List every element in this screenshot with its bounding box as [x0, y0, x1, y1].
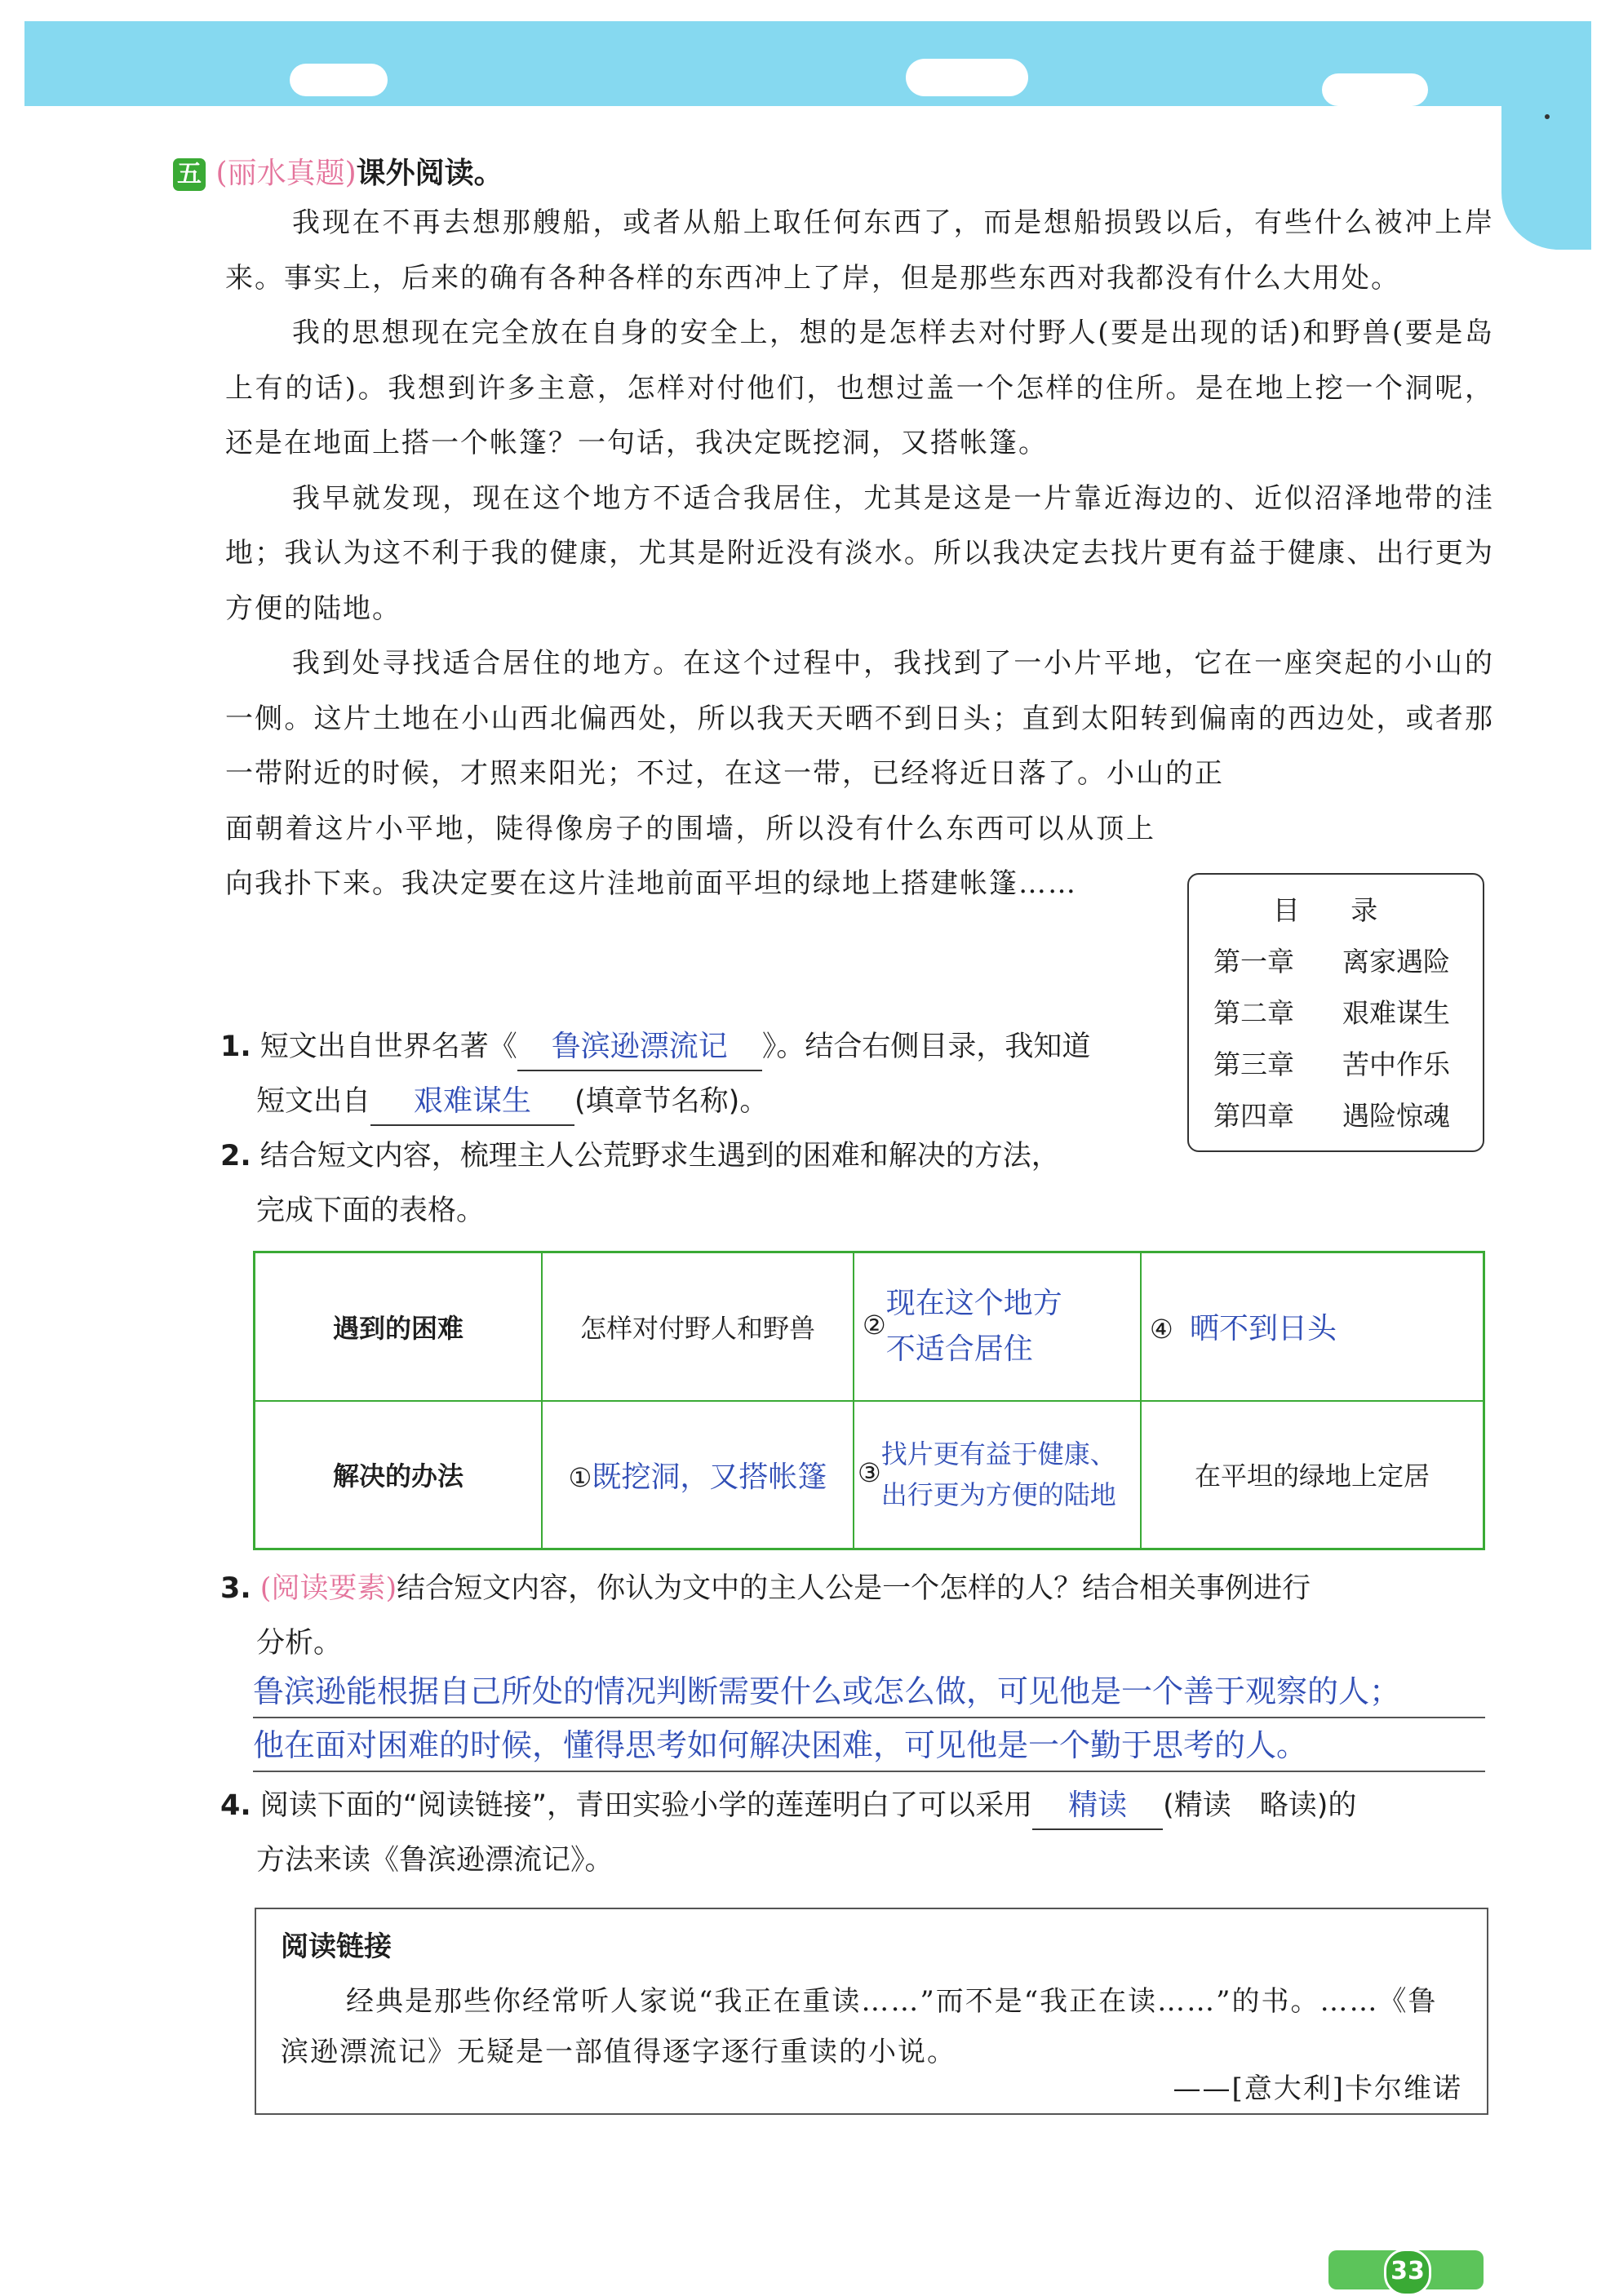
cloud-decoration: [290, 64, 388, 96]
table-row: [255, 1252, 1484, 1401]
table-of-contents: [1187, 873, 1484, 1152]
table-cell-answer[interactable]: [854, 1252, 1141, 1401]
table-cell: 怎样对付野人和野兽: [542, 1252, 854, 1401]
toc-chapter-name: 艰难谋生: [1342, 997, 1450, 1029]
question-1-number: 1.: [220, 1031, 251, 1063]
cell-marker: ③: [858, 1457, 881, 1489]
cell-answer-text: [881, 1434, 1116, 1515]
toc-chapter-name: 苦中作乐: [1342, 1048, 1450, 1080]
answer-line[interactable]: 他在面对困难的时候，懂得思考如何解决困难，可见他是一个勤于思考的人。: [253, 1720, 1485, 1772]
cloud-decoration: [1322, 73, 1428, 106]
question-3-number: 3.: [220, 1572, 251, 1605]
question-4-line: [220, 1779, 1356, 1833]
cell-answer-line: 不适合居住: [885, 1332, 1033, 1366]
question-1-line: [220, 1020, 1090, 1075]
question-4-text: 阅读下面的“阅读链接”，青田实验小学的莲莲明白了可以采用: [259, 1789, 1033, 1822]
toc-row: [1213, 1044, 1483, 1082]
cloud-decoration: [906, 59, 1028, 96]
toc-chapter-number: 第四章: [1213, 1100, 1294, 1132]
question-1-text: 短文出自: [256, 1085, 371, 1118]
table-row-header: 遇到的困难: [255, 1252, 543, 1401]
table-cell-answer[interactable]: [542, 1401, 854, 1549]
question-1-text: (填章节名称)。: [574, 1085, 769, 1118]
question-1-text: 短文出自世界名著《: [259, 1031, 517, 1063]
cell-marker: ②: [863, 1309, 886, 1341]
question-3-line: [220, 1562, 1311, 1616]
cell-answer-text: 既挖洞，又搭帐篷: [592, 1460, 827, 1494]
toc-chapter-number: 第二章: [1213, 997, 1294, 1029]
passage-paragraph: 我现在不再去想那艘船，或者从船上取任何东西了，而是想船损毁以后，有些什么被冲上岸来。事实上，后来的确有各种各样的东西冲上了岸，但是那些东西对我都没有什么大用处。: [225, 206, 1494, 295]
question-3: [220, 1562, 1311, 1671]
question-1: [220, 1020, 1090, 1129]
page-number: 33: [1384, 2249, 1431, 2296]
question-1-text: 》。结合右侧目录，我知道: [761, 1031, 1091, 1063]
answer-blank-chapter[interactable]: 艰难谋生: [370, 1079, 574, 1126]
question-4-line: 方法来读《鲁滨逊漂流记》。: [256, 1844, 614, 1877]
toc-row: [1213, 941, 1483, 979]
answer-blank-book-title[interactable]: 鲁滨逊漂流记: [517, 1024, 762, 1071]
toc-chapter-name: 遇险惊魂: [1342, 1100, 1450, 1132]
reading-link-author: ——[意大利]卡尔维诺: [1173, 2072, 1462, 2105]
question-4-number: 4.: [220, 1789, 251, 1822]
cell-answer-text: [886, 1281, 1062, 1372]
toc-chapter-name: 离家遇险: [1342, 946, 1450, 977]
passage-paragraph: 我到处寻找适合居住的地方。在这个过程中，我找到了一小片平地，它在一座突起的小山的一侧。这片土地在小山西北偏西处，所以我天天晒不到日头；直到太阳转到偏南的西边处，或者那一带附近的时候，才照来阳光；不过，在这一带，已经将近日落了。小山的正: [225, 647, 1494, 790]
cell-answer-text: 晒不到日头: [1190, 1312, 1337, 1346]
page-number-badge: [1328, 2250, 1484, 2289]
answer-blank-reading-method[interactable]: 精读: [1032, 1783, 1163, 1830]
question-title: 课外阅读。: [356, 157, 503, 190]
question-4: [220, 1779, 1356, 1888]
table-row: [255, 1401, 1484, 1549]
question-2-number: 2.: [220, 1140, 251, 1172]
toc-title: 目 录: [1272, 894, 1399, 926]
question-1-line: [220, 1075, 1090, 1129]
question-2-line: [220, 1129, 1060, 1184]
header-banner-side: [1501, 21, 1591, 250]
question-number-badge: 五: [173, 158, 206, 191]
question-2-text: 结合短文内容，梳理主人公荒野求生遇到的困难和解决的方法，: [259, 1140, 1060, 1172]
table-cell: 在平坦的绿地上定居: [1141, 1401, 1484, 1549]
table-cell-answer[interactable]: [1141, 1252, 1484, 1401]
passage-paragraph: 面朝着这片小平地，陡得像房子的围墙，所以没有什么东西可以从顶上向我扑下来。我决定要在这片洼地前面平坦的绿地上搭建帐篷……: [225, 812, 1155, 900]
table-row-header: 解决的办法: [255, 1401, 543, 1549]
toc-chapter-number: 第三章: [1213, 1048, 1294, 1080]
decoration-dot: [1545, 114, 1550, 119]
question-2: [220, 1129, 1060, 1239]
reading-link-title: 阅读链接: [281, 1930, 392, 1963]
question-3-text: 结合短文内容，你认为文中的主人公是一个怎样的人？结合相关事例进行: [397, 1572, 1311, 1605]
reading-link-box: [255, 1908, 1488, 2115]
passage-paragraph: 我的思想现在完全放在自身的安全上，想的是怎样去对付野人(要是出现的话)和野兽(要是岛上有的话)。我想到许多主意，怎样对付他们，也想过盖一个怎样的住所。是在地上挖一个洞呢，还是在地面上搭一个帐篷？一句话，我决定既挖洞，又搭帐篷。: [225, 317, 1494, 459]
toc-chapter-number: 第一章: [1213, 946, 1294, 977]
question-2-line: 完成下面的表格。: [256, 1195, 486, 1227]
table-cell-answer[interactable]: [854, 1401, 1141, 1549]
question-source-tag: (丽水真题): [215, 157, 357, 190]
cell-marker: ①: [568, 1461, 592, 1493]
question-3-line: 分析。: [256, 1627, 343, 1660]
question-3-tag: (阅读要素): [259, 1572, 397, 1605]
question-4-text: (精读 略读)的: [1163, 1789, 1357, 1822]
cell-marker: ④: [1150, 1314, 1173, 1345]
cell-answer-line: 现在这个地方: [885, 1286, 1062, 1320]
cell-answer-line: 出行更为方便的陆地: [880, 1479, 1116, 1511]
question-heading: [173, 150, 503, 192]
reading-passage: [225, 196, 1494, 912]
passage-paragraph: 我早就发现，现在这个地方不适合我居住，尤其是这是一片靠近海边的、近似沼泽地带的洼地；我认为这不利于我的健康，尤其是附近没有淡水。所以我决定去找片更有益于健康、出行更为方便的陆地。: [225, 481, 1494, 625]
answer-table: [253, 1251, 1485, 1550]
toc-row: [1213, 992, 1483, 1031]
answer-line[interactable]: 鲁滨逊能根据自己所处的情况判断需要什么或怎么做，可见他是一个善于观察的人；: [253, 1666, 1485, 1718]
cell-answer-line: 找片更有益于健康、: [880, 1438, 1116, 1470]
reading-link-text: 经典是那些你经常听人家说“我正在重读……”而不是“我正在读……”的书。……《鲁滨逊漂流记》无疑是一部值得逐字逐行重读的小说。: [281, 1985, 1438, 2068]
toc-row: [1213, 1095, 1483, 1133]
